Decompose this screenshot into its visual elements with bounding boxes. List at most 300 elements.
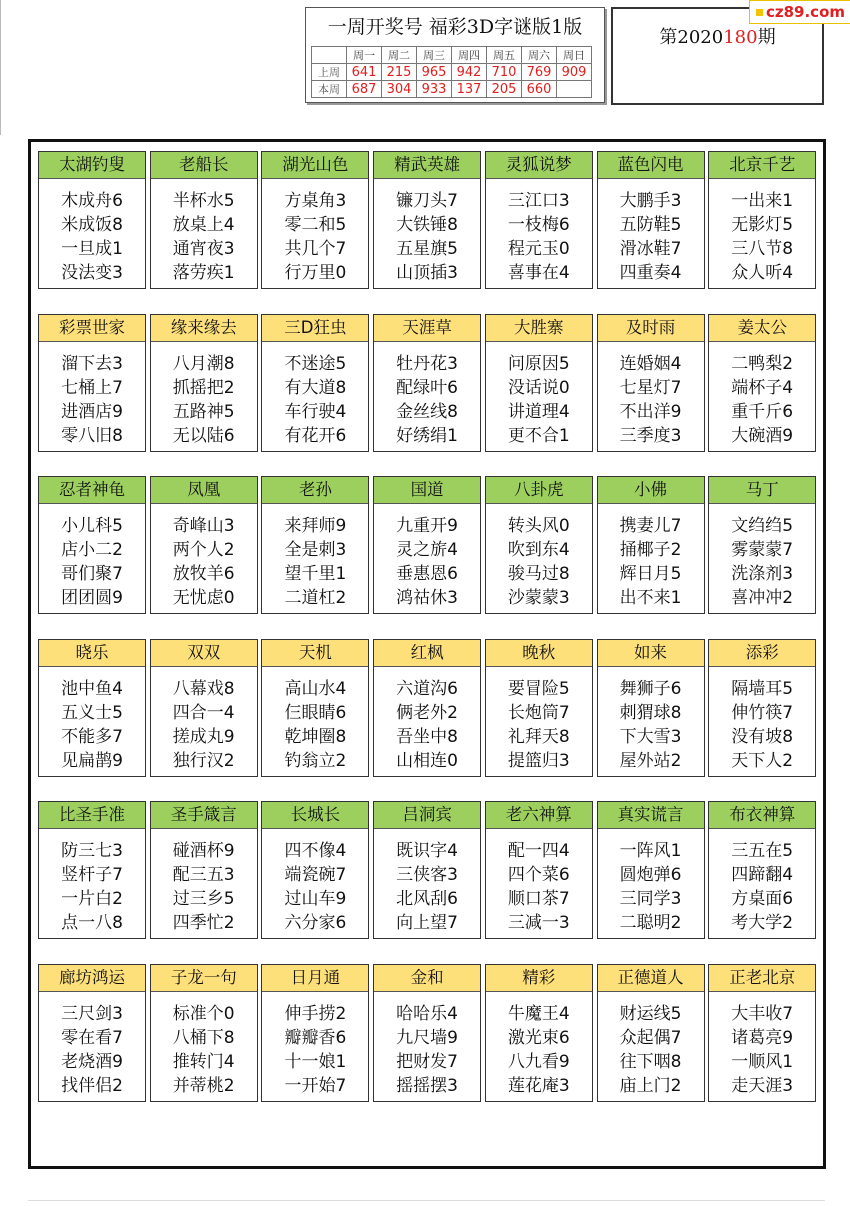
draw-number: 933	[417, 81, 452, 98]
riddle-line: 莲花庵3	[507, 1075, 570, 1096]
riddle-line: 俩老外2	[396, 702, 458, 723]
card-title: 子龙一句	[151, 965, 257, 992]
puzzle-card	[373, 314, 481, 452]
riddle-line: 不能多7	[61, 726, 123, 747]
card-lines	[151, 504, 257, 610]
puzzle-card	[38, 476, 146, 614]
riddle-line: 二聪明2	[619, 913, 682, 933]
riddle-line: 山相连0	[396, 750, 458, 771]
riddle-line: 有花开6	[284, 425, 347, 446]
riddle-line: 方桌角3	[284, 191, 347, 211]
card-title: 太湖钓叟	[39, 152, 145, 179]
card-title: 正德道人	[598, 965, 704, 992]
riddle-line: 哥们聚7	[61, 564, 123, 584]
riddle-line: 四重奏4	[619, 263, 682, 283]
riddle-line: 米成饭8	[61, 215, 123, 235]
card-title: 天机	[262, 640, 368, 667]
riddle-line: 众人听4	[731, 263, 794, 283]
riddle-line: 一出来1	[731, 191, 794, 211]
puzzle-card	[261, 476, 369, 614]
puzzle-card	[597, 314, 705, 452]
riddle-line: 重千斤6	[731, 401, 794, 422]
puzzle-card	[485, 314, 593, 452]
riddle-line: 舞狮子6	[619, 678, 682, 699]
riddle-line: 好绣绢1	[396, 425, 458, 446]
riddle-line: 三尺剑3	[61, 1003, 123, 1024]
card-lines	[262, 667, 368, 773]
riddle-line: 北风刮6	[396, 889, 458, 909]
riddle-line: 推转门4	[172, 1051, 235, 1072]
riddle-line: 圆炮弹6	[619, 865, 682, 885]
puzzle-card	[261, 964, 369, 1102]
card-lines	[374, 504, 480, 610]
riddle-line: 雾蒙蒙7	[731, 540, 794, 560]
puzzle-card	[38, 639, 146, 777]
puzzle-card	[373, 964, 481, 1102]
riddle-line: 沙蒙蒙3	[507, 588, 570, 608]
riddle-line: 端杯子4	[731, 377, 794, 398]
riddle-line: 牡丹花3	[396, 353, 458, 374]
card-lines	[39, 829, 145, 935]
card-title: 八卦虎	[486, 477, 592, 504]
riddle-line: 既识字4	[396, 841, 458, 861]
card-title: 凤凰	[151, 477, 257, 504]
riddle-line: 鸿祜休3	[396, 588, 458, 608]
riddle-line: 洗涤剂3	[731, 564, 794, 584]
site-logo[interactable]	[749, 0, 850, 24]
riddle-line: 落劳疾1	[172, 263, 235, 283]
puzzle-card	[597, 151, 705, 289]
period-number: 180	[723, 27, 758, 48]
card-lines	[151, 992, 257, 1098]
day-row	[312, 47, 592, 64]
draw-number: 710	[487, 64, 522, 81]
puzzle-card	[597, 476, 705, 614]
riddle-line: 八九看9	[507, 1051, 570, 1072]
puzzle-card	[261, 314, 369, 452]
card-title: 小佛	[598, 477, 704, 504]
riddle-line: 望千里1	[284, 564, 347, 584]
riddle-line: 来拜师9	[284, 516, 347, 536]
puzzle-card	[38, 314, 146, 452]
puzzle-card	[597, 639, 705, 777]
day-cell: 周日	[557, 47, 592, 64]
puzzle-card	[150, 151, 258, 289]
riddle-line: 全是刺3	[284, 540, 347, 560]
card-title: 姜太公	[709, 315, 815, 342]
card-lines	[486, 667, 592, 773]
card-lines	[39, 667, 145, 773]
riddle-line: 三减一3	[507, 913, 570, 933]
draw-number: 687	[347, 81, 382, 98]
riddle-line: 乾坤圈8	[284, 726, 347, 747]
riddle-line: 一片白2	[61, 889, 123, 909]
riddle-line: 配一四4	[507, 841, 570, 861]
riddle-line: 没话说0	[507, 377, 570, 398]
riddle-line: 八幕戏8	[172, 678, 235, 699]
riddle-line: 牛魔王4	[507, 1003, 570, 1024]
riddle-line: 四个菜6	[507, 865, 570, 885]
puzzle-card	[485, 476, 593, 614]
riddle-line: 捅椰子2	[619, 540, 682, 560]
riddle-line: 一顺风1	[731, 1051, 794, 1072]
draw-number: 769	[522, 64, 557, 81]
card-lines	[486, 992, 592, 1098]
day-cell: 周一	[347, 47, 382, 64]
card-lines	[151, 342, 257, 448]
riddle-line: 九重开9	[396, 516, 458, 536]
riddle-line: 出不来1	[619, 588, 682, 608]
card-title: 金和	[374, 965, 480, 992]
card-title: 缘来缘去	[151, 315, 257, 342]
card-lines	[262, 179, 368, 285]
card-lines	[598, 829, 704, 935]
card-lines	[151, 179, 257, 285]
puzzle-card	[38, 801, 146, 939]
card-lines	[598, 992, 704, 1098]
puzzle-card	[373, 801, 481, 939]
card-lines	[39, 992, 145, 1098]
riddle-line: 大铁锤8	[396, 215, 458, 235]
riddle-line: 老烧酒9	[61, 1051, 123, 1072]
riddle-line: 不迷途5	[284, 353, 347, 374]
puzzle-card	[150, 801, 258, 939]
riddle-line: 四不像4	[284, 841, 347, 861]
riddle-line: 溜下去3	[61, 353, 123, 374]
card-title: 北京千艺	[709, 152, 815, 179]
card-title: 老六神算	[486, 802, 592, 829]
puzzle-card	[150, 964, 258, 1102]
riddle-line: 点一八8	[61, 913, 123, 933]
riddle-line: 九尺墙9	[396, 1027, 458, 1048]
riddle-line: 考大学2	[731, 913, 794, 933]
riddle-line: 二鸭梨2	[731, 353, 794, 374]
row-label: 本周	[312, 81, 347, 98]
riddle-line: 一枝梅6	[507, 215, 570, 235]
draw-results-box	[305, 7, 605, 103]
card-lines	[709, 829, 815, 935]
puzzle-card	[708, 801, 816, 939]
riddle-line: 吹到东4	[507, 540, 570, 560]
period-label	[613, 23, 822, 49]
card-lines	[374, 992, 480, 1098]
riddle-line: 众起偶7	[619, 1027, 682, 1048]
riddle-line: 七桶上7	[61, 377, 123, 398]
card-lines	[39, 342, 145, 448]
card-title: 正老北京	[709, 965, 815, 992]
riddle-line: 长炮筒7	[507, 702, 570, 723]
card-lines	[598, 667, 704, 773]
riddle-line: 抓摇把2	[172, 377, 235, 398]
card-title: 添彩	[709, 640, 815, 667]
card-title: 如来	[598, 640, 704, 667]
day-cell: 周五	[487, 47, 522, 64]
row-label: 上周	[312, 64, 347, 81]
puzzle-card	[150, 314, 258, 452]
puzzle-card	[485, 639, 593, 777]
card-lines	[374, 342, 480, 448]
riddle-line: 文绉绉5	[731, 516, 794, 536]
riddle-line: 金丝线8	[396, 401, 458, 422]
riddle-line: 奇峰山3	[172, 516, 235, 536]
riddle-line: 配三五3	[172, 865, 235, 885]
card-title: 廊坊鸿运	[39, 965, 145, 992]
card-lines	[262, 829, 368, 935]
riddle-line: 更不合1	[507, 425, 570, 446]
draw-number: 660	[522, 81, 557, 98]
draw-number: 137	[452, 81, 487, 98]
riddle-line: 标准个0	[172, 1003, 235, 1024]
riddle-line: 瓣瓣香6	[284, 1027, 347, 1048]
riddle-line: 放牧羊6	[172, 564, 235, 584]
riddle-line: 放桌上4	[172, 215, 235, 235]
riddle-line: 下大雪3	[619, 726, 682, 747]
puzzle-card	[38, 964, 146, 1102]
day-cell: 周二	[382, 47, 417, 64]
riddle-line: 大碗酒9	[731, 425, 794, 446]
riddle-line: 无忧虑0	[172, 588, 235, 608]
card-title: 大胜寨	[486, 315, 592, 342]
puzzle-card	[373, 151, 481, 289]
puzzle-card	[373, 639, 481, 777]
riddle-line: 没有坡8	[731, 726, 794, 747]
riddle-line: 辉日月5	[619, 564, 682, 584]
riddle-line: 池中鱼4	[61, 678, 123, 699]
card-title: 老孙	[262, 477, 368, 504]
card-lines	[486, 504, 592, 610]
card-lines	[709, 342, 815, 448]
riddle-line: 山顶插3	[396, 263, 458, 283]
riddle-line: 向上望7	[396, 913, 458, 933]
riddle-line: 提篮归3	[507, 750, 570, 771]
riddle-line: 高山水4	[284, 678, 347, 699]
card-title: 马丁	[709, 477, 815, 504]
riddle-line: 无以陆6	[172, 425, 235, 446]
riddle-line: 钓翁立2	[284, 750, 347, 771]
riddle-line: 讲道理4	[507, 401, 570, 422]
corner-cell	[312, 47, 347, 64]
puzzle-card	[597, 964, 705, 1102]
card-lines	[262, 504, 368, 610]
riddle-line: 店小二2	[61, 540, 123, 560]
riddle-line: 零在看7	[61, 1027, 123, 1048]
riddle-line: 喜事在4	[507, 263, 570, 283]
riddle-line: 车行驶4	[284, 401, 347, 422]
riddle-line: 独行汉2	[172, 750, 235, 771]
riddle-line: 顺口茶7	[507, 889, 570, 909]
puzzle-card	[150, 476, 258, 614]
puzzle-card	[261, 801, 369, 939]
riddle-line: 三季度3	[619, 425, 682, 446]
riddle-line: 过山车9	[284, 889, 347, 909]
riddle-line: 找伴侣2	[61, 1075, 123, 1096]
card-lines	[374, 667, 480, 773]
card-lines	[262, 342, 368, 448]
card-title: 晓乐	[39, 640, 145, 667]
puzzle-card	[708, 151, 816, 289]
draw-number: 909	[557, 64, 592, 81]
puzzle-card	[485, 151, 593, 289]
card-title: 国道	[374, 477, 480, 504]
logo-text: cz89.com	[765, 3, 846, 21]
draw-number: 205	[487, 81, 522, 98]
puzzle-card	[708, 476, 816, 614]
riddle-line: 骏马过8	[507, 564, 570, 584]
riddle-line: 并蒂桃2	[172, 1075, 235, 1096]
riddle-line: 伸手捞2	[284, 1003, 347, 1024]
weekly-draw-table	[311, 46, 592, 98]
riddle-line: 木成舟6	[61, 191, 123, 211]
riddle-line: 大鹏手3	[619, 191, 682, 211]
day-cell: 周六	[522, 47, 557, 64]
riddle-line: 庙上门2	[619, 1075, 682, 1096]
riddle-line: 十一娘1	[284, 1051, 347, 1072]
card-title: 三D狂虫	[262, 315, 368, 342]
draw-number: 215	[382, 64, 417, 81]
card-lines	[374, 179, 480, 285]
card-lines	[709, 992, 815, 1098]
riddle-line: 三同学3	[619, 889, 682, 909]
riddle-line: 三五在5	[731, 841, 794, 861]
riddle-line: 把财发7	[396, 1051, 458, 1072]
riddle-line: 端瓷碗7	[284, 865, 347, 885]
card-title: 布衣神算	[709, 802, 815, 829]
day-cell: 周四	[452, 47, 487, 64]
period-suffix: 期	[757, 27, 776, 48]
card-title: 老船长	[151, 152, 257, 179]
riddle-line: 四蹄翻4	[731, 865, 794, 885]
draw-number: 304	[382, 81, 417, 98]
puzzle-card	[708, 639, 816, 777]
puzzle-card	[261, 151, 369, 289]
riddle-line: 转头风0	[507, 516, 570, 536]
riddle-line: 激光束6	[507, 1027, 570, 1048]
card-lines	[709, 179, 815, 285]
riddle-line: 有大道8	[284, 377, 347, 398]
riddle-line: 屋外站2	[619, 750, 682, 771]
card-title: 精武英雄	[374, 152, 480, 179]
riddle-line: 竖杆子7	[61, 865, 123, 885]
riddle-line: 一阵风1	[619, 841, 682, 861]
riddle-line: 大丰收7	[731, 1003, 794, 1024]
card-title: 湖光山色	[262, 152, 368, 179]
riddle-line: 进酒店9	[61, 401, 123, 422]
riddle-line: 三侠客3	[396, 865, 458, 885]
riddle-line: 携妻儿7	[619, 516, 682, 536]
riddle-line: 问原因5	[507, 353, 570, 374]
riddle-line: 防三七3	[61, 841, 123, 861]
riddle-line: 二道杠2	[284, 588, 347, 608]
riddle-line: 隔墙耳5	[731, 678, 794, 699]
card-lines	[39, 179, 145, 285]
puzzle-card	[150, 639, 258, 777]
riddle-line: 程元玉0	[507, 239, 570, 259]
card-title: 真实谎言	[598, 802, 704, 829]
draw-number	[557, 81, 592, 98]
puzzle-card	[261, 639, 369, 777]
riddle-line: 六道沟6	[396, 678, 458, 699]
riddle-line: 灵之旂4	[396, 540, 458, 560]
riddle-line: 走天涯3	[731, 1075, 794, 1096]
this-week-row	[312, 81, 592, 98]
day-cell: 周三	[417, 47, 452, 64]
riddle-line: 零二和5	[284, 215, 347, 235]
riddle-line: 垂惠恩6	[396, 564, 458, 584]
riddle-line: 过三乡5	[172, 889, 235, 909]
riddle-line: 小儿科5	[61, 516, 123, 536]
draw-number: 942	[452, 64, 487, 81]
card-title: 晚秋	[486, 640, 592, 667]
card-title: 灵狐说梦	[486, 152, 592, 179]
card-lines	[486, 342, 592, 448]
riddle-line: 往下咽8	[619, 1051, 682, 1072]
riddle-line: 见扁鹊9	[61, 750, 123, 771]
draw-number: 641	[347, 64, 382, 81]
riddle-line: 一开始7	[284, 1075, 347, 1096]
card-lines	[709, 667, 815, 773]
riddle-line: 没法变3	[61, 263, 123, 283]
riddle-line: 诸葛亮9	[731, 1027, 794, 1048]
riddle-line: 五防鞋5	[619, 215, 682, 235]
puzzle-card	[597, 801, 705, 939]
riddle-line: 礼拜天8	[507, 726, 570, 747]
riddle-line: 方桌面6	[731, 889, 794, 909]
bottom-rule	[28, 1200, 825, 1201]
card-lines	[598, 342, 704, 448]
riddle-line: 五义士5	[61, 702, 123, 723]
card-title: 吕洞宾	[374, 802, 480, 829]
riddle-line: 无影灯5	[731, 215, 794, 235]
card-title: 日月通	[262, 965, 368, 992]
riddle-line: 配绿叶6	[396, 377, 458, 398]
header-title: 一周开奖号 福彩3D字谜版1版	[327, 16, 583, 38]
puzzle-card	[485, 964, 593, 1102]
card-lines	[39, 504, 145, 610]
puzzle-card	[373, 476, 481, 614]
riddle-line: 三八节8	[731, 239, 794, 259]
card-title: 及时雨	[598, 315, 704, 342]
puzzle-frame	[28, 139, 826, 1169]
riddle-line: 零八旧8	[61, 425, 123, 446]
riddle-line: 不出洋9	[619, 401, 682, 422]
riddle-line: 搓成丸9	[172, 726, 235, 747]
riddle-line: 两个人2	[172, 540, 235, 560]
riddle-line: 三江口3	[507, 191, 570, 211]
riddle-line: 要冒险5	[507, 678, 570, 699]
last-week-row	[312, 64, 592, 81]
card-lines	[598, 504, 704, 610]
card-title: 彩票世家	[39, 315, 145, 342]
card-lines	[598, 179, 704, 285]
card-title: 天涯草	[374, 315, 480, 342]
puzzle-card	[38, 151, 146, 289]
card-lines	[151, 829, 257, 935]
card-lines	[709, 504, 815, 610]
card-lines	[151, 667, 257, 773]
riddle-line: 六分家6	[284, 913, 347, 933]
puzzle-card	[708, 964, 816, 1102]
card-lines	[262, 992, 368, 1098]
logo-square-icon	[756, 9, 763, 16]
card-title: 精彩	[486, 965, 592, 992]
puzzle-card	[708, 314, 816, 452]
riddle-line: 五星旗5	[396, 239, 458, 259]
riddle-line: 镰刀头7	[396, 191, 458, 211]
riddle-line: 八月潮8	[172, 353, 235, 374]
riddle-line: 摇摇摆3	[396, 1075, 458, 1096]
riddle-line: 四季忙2	[172, 913, 235, 933]
riddle-line: 半杯水5	[172, 191, 235, 211]
